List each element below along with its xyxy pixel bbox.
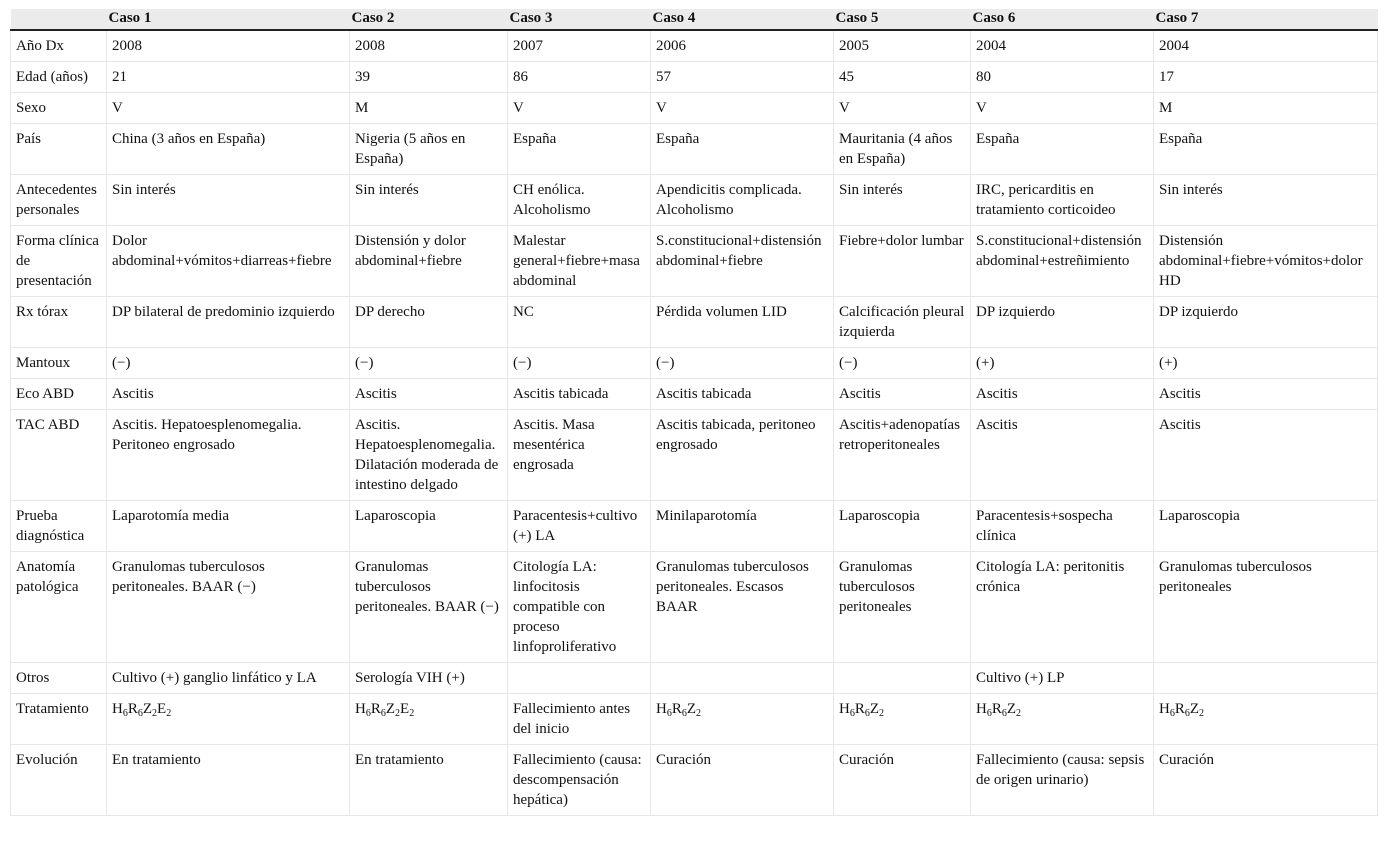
table-cell: M	[350, 93, 508, 124]
table-cell: Malestar general+fiebre+masa abdominal	[508, 226, 651, 297]
table-cell: Ascitis	[971, 410, 1154, 501]
table-cell: Fallecimiento (causa: descompensación hepática)	[508, 745, 651, 816]
table-cell: Sin interés	[834, 175, 971, 226]
row-label: Prueba diagnóstica	[11, 501, 107, 552]
table-cell: España	[1154, 124, 1378, 175]
table-header	[11, 9, 1378, 30]
table-cell: CH enólica. Alcoholismo	[508, 175, 651, 226]
table-cell: Granulomas tuberculosos peritoneales. BAAR (−)	[107, 552, 350, 663]
table-cell: 80	[971, 62, 1154, 93]
table-cell: NC	[508, 297, 651, 348]
header-row	[11, 9, 1378, 30]
table-cell: V	[508, 93, 651, 124]
table-row	[11, 552, 1378, 663]
table-cell: Granulomas tuberculosos peritoneales. BAAR (−)	[350, 552, 508, 663]
table-cell: Sin interés	[1154, 175, 1378, 226]
table-cell: España	[651, 124, 834, 175]
table-cell: Distensión abdominal+fiebre+vómitos+dolor HD	[1154, 226, 1378, 297]
table-cell: (+)	[971, 348, 1154, 379]
table-cell: 2005	[834, 30, 971, 62]
table-cell: $H_6R_6Z_2E_2$	[350, 694, 508, 745]
table-cell: Fallecimiento antes del inicio	[508, 694, 651, 745]
table-cell	[651, 663, 834, 694]
table-cell: Granulomas tuberculosos peritoneales. Escasos BAAR	[651, 552, 834, 663]
table-cell: Ascitis tabicada, peritoneo engrosado	[651, 410, 834, 501]
table-cell: 2008	[107, 30, 350, 62]
table-cell: Sin interés	[107, 175, 350, 226]
table-cell: 45	[834, 62, 971, 93]
row-label: Anatomía patológica	[11, 552, 107, 663]
table-cell: Laparoscopia	[350, 501, 508, 552]
row-label: TAC ABD	[11, 410, 107, 501]
table-cell: S.constitucional+distensión abdominal+estreñimiento	[971, 226, 1154, 297]
table-cell: V	[107, 93, 350, 124]
row-label: Edad (años)	[11, 62, 107, 93]
table-cell: $H_6R_6Z_2$	[1154, 694, 1378, 745]
table-row	[11, 694, 1378, 745]
table-cell: Ascitis	[834, 379, 971, 410]
table-cell: Laparoscopia	[1154, 501, 1378, 552]
table-cell: V	[651, 93, 834, 124]
header-cell-caso-1: Caso 1	[107, 9, 350, 30]
table-cell: Ascitis tabicada	[651, 379, 834, 410]
table-row	[11, 62, 1378, 93]
table-cell: Ascitis. Hepatoesplenomegalia. Peritoneo engrosado	[107, 410, 350, 501]
table-cell: Ascitis. Masa mesentérica engrosada	[508, 410, 651, 501]
table-cell	[1154, 663, 1378, 694]
table-row	[11, 124, 1378, 175]
table-cell: Laparotomía media	[107, 501, 350, 552]
header-cell-caso-6: Caso 6	[971, 9, 1154, 30]
clinical-cases-table	[10, 9, 1378, 816]
table-cell: 57	[651, 62, 834, 93]
row-label: Forma clínica de presentación	[11, 226, 107, 297]
table-cell: (−)	[350, 348, 508, 379]
table-cell: Paracentesis+cultivo (+) LA	[508, 501, 651, 552]
table-cell: 2004	[971, 30, 1154, 62]
table-cell: Fiebre+dolor lumbar	[834, 226, 971, 297]
table-cell: (−)	[508, 348, 651, 379]
table-cell: $H_6R_6Z_2$	[651, 694, 834, 745]
table-cell: Serología VIH (+)	[350, 663, 508, 694]
table-row	[11, 348, 1378, 379]
header-cell-caso-4: Caso 4	[651, 9, 834, 30]
table-cell: Apendicitis complicada. Alcoholismo	[651, 175, 834, 226]
table-cell: Fallecimiento (causa: sepsis de origen urinario)	[971, 745, 1154, 816]
table-cell: DP bilateral de predominio izquierdo	[107, 297, 350, 348]
table-cell: M	[1154, 93, 1378, 124]
table-cell: Ascitis. Hepatoesplenomegalia. Dilatación moderada de intestino delgado	[350, 410, 508, 501]
table-cell: Curación	[651, 745, 834, 816]
table-cell: En tratamiento	[350, 745, 508, 816]
row-label: Otros	[11, 663, 107, 694]
header-cell-empty	[11, 9, 107, 30]
table-cell: Distensión y dolor abdominal+fiebre	[350, 226, 508, 297]
table-cell: Sin interés	[350, 175, 508, 226]
table-cell: V	[834, 93, 971, 124]
clinical-cases-table-container	[10, 9, 1377, 816]
table-row	[11, 30, 1378, 62]
table-cell: 2008	[350, 30, 508, 62]
table-cell: Ascitis tabicada	[508, 379, 651, 410]
table-cell: S.constitucional+distensión abdominal+fiebre	[651, 226, 834, 297]
table-cell: (+)	[1154, 348, 1378, 379]
row-label: Eco ABD	[11, 379, 107, 410]
table-row	[11, 226, 1378, 297]
table-cell: (−)	[651, 348, 834, 379]
table-cell: España	[971, 124, 1154, 175]
table-cell: Curación	[834, 745, 971, 816]
table-cell: Dolor abdominal+vómitos+diarreas+fiebre	[107, 226, 350, 297]
table-row	[11, 379, 1378, 410]
header-cell-caso-3: Caso 3	[508, 9, 651, 30]
table-cell: Nigeria (5 años en España)	[350, 124, 508, 175]
table-cell: DP izquierdo	[971, 297, 1154, 348]
table-cell: V	[971, 93, 1154, 124]
table-cell: DP derecho	[350, 297, 508, 348]
table-cell	[508, 663, 651, 694]
table-cell: 2007	[508, 30, 651, 62]
table-cell: (−)	[107, 348, 350, 379]
table-cell: Granulomas tuberculosos peritoneales	[1154, 552, 1378, 663]
header-cell-caso-2: Caso 2	[350, 9, 508, 30]
table-cell: China (3 años en España)	[107, 124, 350, 175]
row-label: Tratamiento	[11, 694, 107, 745]
table-cell: 2004	[1154, 30, 1378, 62]
table-cell: Granulomas tuberculosos peritoneales	[834, 552, 971, 663]
table-cell: 17	[1154, 62, 1378, 93]
row-label: País	[11, 124, 107, 175]
row-label: Mantoux	[11, 348, 107, 379]
table-row	[11, 663, 1378, 694]
row-label: Antecedentes personales	[11, 175, 107, 226]
table-cell: Citología LA: peritonitis crónica	[971, 552, 1154, 663]
table-cell: Ascitis	[350, 379, 508, 410]
table-cell: Cultivo (+) LP	[971, 663, 1154, 694]
table-cell: Ascitis	[107, 379, 350, 410]
table-row	[11, 501, 1378, 552]
row-label: Año Dx	[11, 30, 107, 62]
table-cell: $H_6R_6Z_2$	[834, 694, 971, 745]
table-cell: $H_6R_6Z_2E_2$	[107, 694, 350, 745]
table-cell: Calcificación pleural izquierda	[834, 297, 971, 348]
row-label: Rx tórax	[11, 297, 107, 348]
table-row	[11, 745, 1378, 816]
table-cell: (−)	[834, 348, 971, 379]
table-cell: España	[508, 124, 651, 175]
table-cell: 2006	[651, 30, 834, 62]
table-cell: Ascitis+adenopatías retroperitoneales	[834, 410, 971, 501]
table-cell: 39	[350, 62, 508, 93]
table-cell: En tratamiento	[107, 745, 350, 816]
table-row	[11, 297, 1378, 348]
table-cell: Paracentesis+sospecha clínica	[971, 501, 1154, 552]
table-cell: $H_6R_6Z_2$	[971, 694, 1154, 745]
header-cell-caso-5: Caso 5	[834, 9, 971, 30]
table-cell: DP izquierdo	[1154, 297, 1378, 348]
table-cell: Mauritania (4 años en España)	[834, 124, 971, 175]
table-cell	[834, 663, 971, 694]
table-cell: Ascitis	[1154, 410, 1378, 501]
row-label: Sexo	[11, 93, 107, 124]
table-cell: Cultivo (+) ganglio linfático y LA	[107, 663, 350, 694]
table-cell: Ascitis	[1154, 379, 1378, 410]
table-cell: 86	[508, 62, 651, 93]
header-cell-caso-7: Caso 7	[1154, 9, 1378, 30]
table-cell: Curación	[1154, 745, 1378, 816]
table-cell: Pérdida volumen LID	[651, 297, 834, 348]
table-cell: Citología LA: linfocitosis compatible con proceso linfoproliferativo	[508, 552, 651, 663]
table-cell: 21	[107, 62, 350, 93]
table-row	[11, 175, 1378, 226]
table-cell: Ascitis	[971, 379, 1154, 410]
table-row	[11, 410, 1378, 501]
table-cell: IRC, pericarditis en tratamiento corticoideo	[971, 175, 1154, 226]
table-cell: Minilaparotomía	[651, 501, 834, 552]
table-body	[11, 30, 1378, 816]
table-cell: Laparoscopia	[834, 501, 971, 552]
row-label: Evolución	[11, 745, 107, 816]
table-row	[11, 93, 1378, 124]
